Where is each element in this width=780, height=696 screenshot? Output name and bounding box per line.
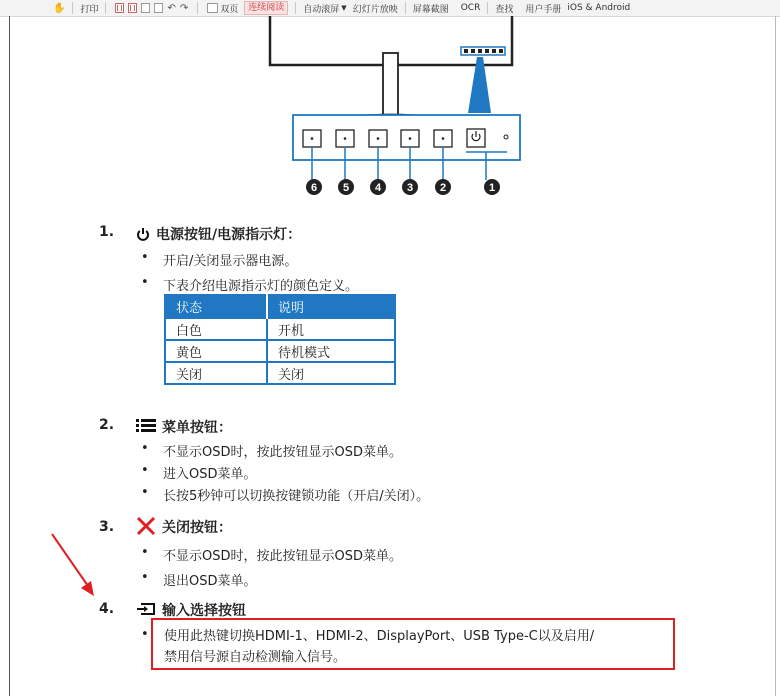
callout-label: 6	[310, 182, 318, 194]
chevron-down-icon: ▼	[341, 4, 347, 12]
continuous-read-button[interactable]	[241, 0, 291, 16]
list-item-text: 不显示OSD时，按此按钮显示OSD菜单。	[163, 445, 402, 460]
bullet-dot: •	[141, 627, 149, 642]
monitor-buttons-diagram	[0, 16, 780, 206]
table-header-row	[165, 295, 395, 318]
menu-icon	[136, 418, 156, 433]
slideshow-button[interactable]: 幻灯片放映	[352, 4, 398, 15]
auto-scroll-label: 自动滚屏	[303, 4, 340, 15]
table-header-description: 说明	[267, 295, 395, 318]
toolbar-divider	[197, 2, 198, 14]
user-manual-button[interactable]: 用户手册	[525, 4, 562, 15]
list-item-text: 退出OSD菜单。	[163, 574, 257, 589]
actual-size-icon[interactable]	[141, 3, 150, 13]
bullet-dot: •	[141, 485, 149, 500]
section-number: 2.	[99, 417, 115, 433]
rotate-left-icon[interactable]: ↶	[167, 2, 176, 14]
callout-label: 5	[342, 182, 350, 194]
bullet-dot: •	[141, 545, 149, 560]
bullet-dot: •	[141, 570, 149, 585]
highlighted-line: 禁用信号源自动检测输入信号。	[164, 650, 347, 665]
callout-circles	[306, 179, 500, 195]
close-icon	[136, 516, 156, 536]
table-cell: 关闭	[165, 362, 267, 384]
toolbar-divider	[72, 2, 73, 14]
list-item	[141, 463, 257, 482]
callout-label: 4	[374, 182, 382, 194]
print-button[interactable]: 打印	[80, 4, 99, 15]
table-cell: 白色	[165, 318, 267, 340]
single-page-icon[interactable]	[154, 3, 163, 13]
list-item-text: 进入OSD菜单。	[163, 467, 257, 482]
fit-width-icon[interactable]	[115, 3, 124, 13]
ocr-button[interactable]: OCR	[460, 3, 481, 13]
section-title-text: 电源按钮/电源指示灯：	[156, 227, 302, 243]
list-item	[141, 275, 358, 294]
table-cell: 开机	[267, 318, 395, 340]
list-item-text: 下表介绍电源指示灯的颜色定义。	[163, 279, 359, 294]
toolbar-divider	[105, 2, 106, 14]
highlighted-line: 使用此热键切换HDMI-1、HDMI-2、DisplayPort、USB Type-C以及启用/	[164, 629, 595, 644]
toolbar	[0, 0, 780, 17]
double-page-button[interactable]	[202, 0, 241, 16]
monitor-stand-neck	[383, 53, 398, 115]
callout-label: 2	[439, 182, 447, 194]
double-page-icon	[207, 3, 218, 13]
bullet-dot: •	[141, 441, 149, 456]
list-item	[141, 441, 402, 460]
list-item	[141, 250, 297, 269]
table-row	[165, 318, 395, 340]
toolbar-divider	[295, 2, 296, 14]
power-icon	[136, 227, 150, 241]
section-title-text: 关闭按钮：	[162, 520, 232, 536]
mobile-app-link[interactable]: iOS & Android	[567, 3, 631, 13]
list-item	[141, 545, 402, 564]
toolbar-divider	[487, 2, 488, 14]
section-number: 1.	[99, 224, 115, 240]
find-button[interactable]: 查找	[495, 4, 514, 15]
bullet-dot: •	[141, 275, 149, 290]
view-tools	[110, 0, 193, 16]
table-cell: 关闭	[267, 362, 395, 384]
section-number: 4.	[99, 601, 115, 617]
list-item-text: 不显示OSD时，按此按钮显示OSD菜单。	[163, 549, 402, 564]
list-item-text: 开启/关闭显示器电源。	[163, 254, 298, 269]
table-cell: 黄色	[165, 340, 267, 362]
table-header-status: 状态	[165, 295, 267, 318]
power-indicator-table	[164, 294, 396, 385]
section-title-power	[136, 224, 301, 244]
section-title-text: 输入选择按钮	[162, 603, 246, 619]
continuous-read-label: 连续阅读	[244, 1, 288, 15]
auto-scroll-button[interactable]	[300, 0, 349, 16]
bullet-dot: •	[141, 463, 149, 478]
table-cell: 待机模式	[267, 340, 395, 362]
section-number: 3.	[99, 519, 115, 535]
list-item	[141, 485, 429, 504]
callout-label: 1	[488, 182, 496, 194]
fit-page-icon[interactable]	[128, 3, 137, 13]
toolbar-divider	[405, 2, 406, 14]
section-title-input-select	[136, 598, 246, 620]
section-title-menu	[136, 414, 232, 437]
list-item-text: 长按5秒钟可以切换按键锁功能（开启/关闭）。	[163, 489, 430, 504]
section-title-text: 菜单按钮：	[162, 420, 232, 436]
list-item	[141, 570, 257, 589]
rotate-right-icon[interactable]: ↷	[179, 2, 189, 14]
bullet-dot: •	[141, 250, 149, 265]
table-row	[165, 362, 395, 384]
double-page-label: 双页	[220, 4, 239, 15]
section-title-close	[136, 514, 232, 537]
power-indicator-led	[504, 135, 508, 139]
hand-tool-icon[interactable]: ✋	[53, 2, 66, 14]
list-item-text-highlighted	[164, 626, 669, 668]
screenshot-button[interactable]: 屏幕截图	[412, 4, 449, 15]
callout-label: 3	[406, 182, 414, 194]
input-select-icon	[136, 602, 156, 616]
table-row	[165, 340, 395, 362]
